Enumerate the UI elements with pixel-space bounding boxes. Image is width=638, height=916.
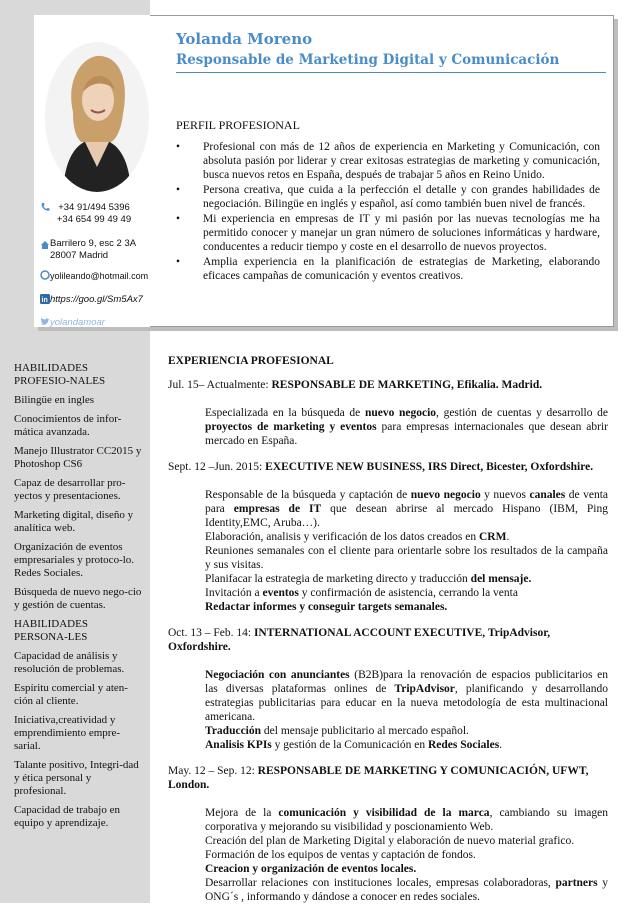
candidate-name: Yolanda Moreno: [176, 30, 313, 48]
phone-2: +34 654 99 49 49: [56, 214, 132, 225]
experience-heading: EXPERIENCIA PROFESIONAL: [168, 355, 334, 367]
profile-item: • Amplia experiencia en la planificación de estrategias de Marketing, elaborando eficaces campañas de comunicación y eventos creativos.: [176, 255, 600, 283]
skill-item: Capacidad de trabajo en equipo y aprendizaje.: [14, 804, 120, 829]
skill-item: Manejo Illustrator CC2015 y Photoshop CS6: [14, 445, 142, 470]
experience-section: [168, 354, 608, 916]
skill-item: Talante positivo, Integri-dad y ética personal y profesional.: [14, 759, 139, 797]
svg-text:in: in: [41, 297, 48, 304]
skill-item: Iniciativa,creatividad y emprendimiento empre-sarial.: [14, 714, 120, 752]
job-date: Oct. 13 – Feb. 14:: [168, 627, 254, 639]
skills-heading-professional: HABILIDADES PROFESIO-NALES: [14, 362, 106, 387]
email-link[interactable]: yolileando@hotmail.com: [50, 271, 149, 281]
profile-heading: PERFIL PROFESIONAL: [176, 118, 300, 132]
address-line-1: Barrilero 9, esc 2 3A: [50, 238, 137, 249]
skill-item: Búsqueda de nuevo nego-cio y gestión de cuentas.: [14, 586, 142, 611]
job-header: [168, 764, 608, 792]
job-company: RESPONSABLE DE MARKETING Y COMUNICACIÓN, UFWT, London.: [168, 765, 589, 791]
profile-item: • Profesional con más de 12 años de experiencia en Marketing y Comunicación, con absoluta pasión por liderar y crear exitosas estrategias de marketing y comunicación, busca nuevos retos en España, después de trabajar 5 años en Reino Unido.: [176, 140, 600, 182]
job-description: Negociación con anunciantes (B2B)para la renovación de espacios publicitarios en las diversas plataformas onlines de TripAdvisor, planificando y desarrollando estrategias publicitarias para educar en la nueva metodología de esta multinacional americana. Traducción del mensaje publicitario al mercado español. Analisis KPIs y gestión de la Comunicación en Redes Sociales.: [205, 669, 608, 751]
email-icon: [40, 270, 50, 280]
job-company: EXECUTIVE NEW BUSINESS, IRS Direct, Bicester, Oxfordshire.: [265, 461, 594, 473]
job-description: Mejora de la comunicación y visibilidad de la marca, cambiando su imagen corporativa y mejorando su visibilidad y poscionamiento Web. Creación del plan de Marketing Digital y elaboración de nuevo material grafico. Formación de los equipos de ventas y captación de fondos. Creacion y organización de eventos locales. Desarrollar relaciones con instituciones locales, empresas colaboradoras, partners y ONG´s , informando y dándose a conocer en redes sociales.: [205, 807, 609, 903]
skill-item: Organización de eventos empresariales y protoco-lo. Redes Sociales.: [14, 541, 135, 579]
skills-list: [14, 362, 142, 836]
twitter-link[interactable]: yolandamoar: [50, 317, 105, 328]
address-line-2: 28007 Madrid: [50, 250, 109, 261]
job-header: [168, 460, 608, 474]
job-date: May. 12 – Sep. 12:: [168, 765, 258, 777]
job-description: Especializada en la búsqueda de nuevo negocio, gestión de cuentas y desarrollo de proyectos de marketing y eventos para empresas internacionales que desean abrir mercado en España.: [205, 407, 608, 447]
job-company: INTERNATIONAL ACCOUNT EXECUTIVE, TripAdvisor, Oxfordshire.: [168, 627, 551, 653]
title-underline: [176, 72, 606, 73]
profile-item: • Persona creativa, que cuida a la perfección el detalle y con grandes habilidades de negociación. Bilingüe en inglés y español, así como también buen nivel de francés.: [176, 183, 600, 211]
twitter-icon: [40, 317, 50, 327]
job-date: Jul. 15– Actualmente:: [168, 379, 272, 391]
skill-item: Capacidad de análisis y resolución de problemas.: [14, 650, 125, 675]
profile-photo: [45, 42, 149, 192]
job-description: Responsable de la búsqueda y captación de nuevo negocio y nuevos canales de venta para empresas de IT que desean abrirse al mercado Hispano (IBM, Ping Identity,EMC, Aruba…). Elaboración, analisis y verificación de los datos creados en CRM. Reuniones semanales con el cliente para orientarle sobre los resultados de la campaña y sus visitas. Planifacar la estrategia de marketing directo y traducción del mensaje. Invitación a eventos y confirmación de asistencia, cerrando la venta Redactar informes y conseguir targets semanales.: [205, 489, 608, 613]
linkedin-icon: [40, 294, 50, 304]
skills-heading-personal: HABILIDADES PERSONA-LES: [14, 618, 88, 643]
job-header: [168, 626, 608, 654]
skill-item: Espíritu comercial y aten-ción al cliente.: [14, 682, 128, 707]
skill-item: Conocimientos de infor-mática avanzada.: [14, 413, 122, 438]
phone-icon: [40, 202, 50, 212]
skill-item: Bilingüe en ingles: [14, 394, 95, 406]
job-header: [168, 378, 608, 392]
job-date: Sept. 12 –Jun. 2015:: [168, 461, 266, 473]
profile-item: • Mi experiencia en empresas de IT y mi pasión por las nuevas tecnologías me ha permitido conocer y manejar un gran número de soluciones informáticas y hardware, conducentes a reducir tiempo y coste en el desarrollo de nuevos proyectos.: [176, 212, 600, 254]
skill-item: Marketing digital, diseño y analítica web.: [14, 509, 134, 534]
skill-item: Capaz de desarrollar pro-yectos y presentaciones.: [14, 477, 126, 502]
linkedin-link[interactable]: https://goo.gl/Sm5Ax7: [50, 294, 143, 305]
candidate-role: Responsable de Marketing Digital y Comunicación: [176, 52, 560, 68]
job-company: RESPONSABLE DE MARKETING, Efikalia. Madrid.: [271, 379, 543, 391]
phone-1: +34 91/494 5396: [58, 202, 130, 213]
home-icon: [40, 240, 50, 250]
profile-list: [176, 140, 600, 284]
